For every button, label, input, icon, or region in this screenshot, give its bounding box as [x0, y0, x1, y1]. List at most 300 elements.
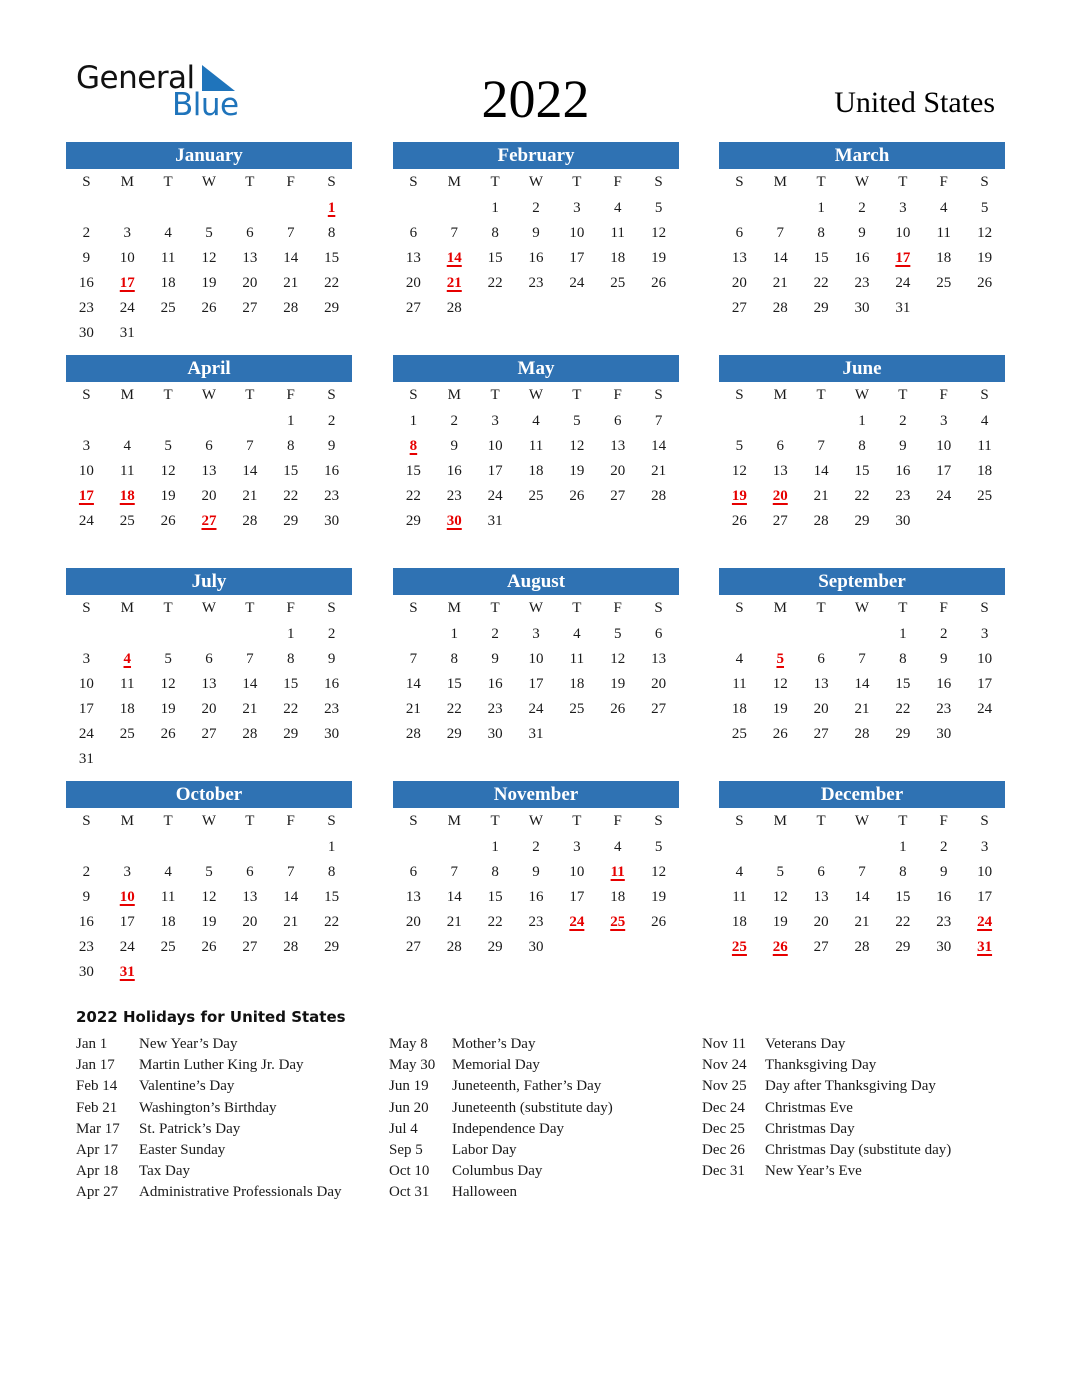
- calendar-date: 2: [939, 839, 948, 855]
- calendar-date: 8: [899, 651, 907, 667]
- calendar-date: 5: [205, 864, 213, 880]
- calendar-date: 16: [854, 250, 870, 266]
- empty-cell: [719, 409, 760, 434]
- calendar-date: 10: [78, 463, 94, 479]
- weekday-label: W: [854, 174, 870, 190]
- empty-cell: [148, 409, 189, 434]
- calendar-date: 27: [731, 300, 747, 316]
- calendar-date: 10: [78, 676, 94, 692]
- holiday-item: [389, 1098, 613, 1119]
- calendar-date: 6: [246, 225, 254, 241]
- calendar-date: 3: [980, 626, 989, 642]
- calendar-date: 5: [776, 864, 785, 880]
- calendar-date: 19: [610, 676, 626, 692]
- calendar-date: 31: [528, 726, 544, 742]
- holiday-date: 31: [977, 939, 993, 955]
- calendar-date: 24: [569, 275, 585, 291]
- holiday-item: [702, 1098, 951, 1119]
- holiday-item: [76, 1140, 341, 1161]
- calendar-date: 6: [205, 651, 213, 667]
- calendar-date: 26: [569, 488, 585, 504]
- calendar-date: 3: [123, 864, 132, 880]
- calendar-date: 4: [980, 413, 989, 429]
- calendar-date: 16: [528, 889, 544, 905]
- calendar-date: 25: [160, 939, 176, 955]
- calendar-year: 2022: [481, 69, 590, 129]
- calendar-date: 6: [776, 438, 785, 454]
- holiday-name: Thanksgiving Day: [765, 1057, 877, 1074]
- holiday-date: 18: [119, 488, 135, 504]
- month-header: February: [393, 142, 679, 169]
- weekday-label: M: [447, 387, 461, 403]
- empty-cell: [801, 622, 842, 647]
- calendar-date: 5: [573, 413, 581, 429]
- calendar-date: 3: [573, 839, 581, 855]
- calendar-date: 15: [446, 676, 462, 692]
- calendar-date: 7: [858, 864, 866, 880]
- logo-text-general: General: [76, 60, 195, 96]
- calendar-date: 9: [858, 225, 866, 241]
- month-june: [719, 355, 1005, 534]
- weekday-label: T: [245, 600, 255, 616]
- empty-cell: [229, 409, 270, 434]
- month-header: August: [393, 568, 679, 595]
- holiday-name: Juneteenth (substitute day): [452, 1099, 613, 1116]
- calendar-date: 3: [82, 651, 91, 667]
- calendar-date: 31: [119, 325, 135, 341]
- month-header: September: [719, 568, 1005, 595]
- empty-cell: [189, 196, 230, 221]
- calendar-date: 7: [246, 438, 254, 454]
- weekday-label: S: [327, 600, 336, 616]
- calendar-date: 19: [651, 250, 667, 266]
- calendar-date: 12: [772, 889, 788, 905]
- weekday-label: S: [654, 387, 663, 403]
- calendar-date: 2: [939, 626, 948, 642]
- empty-cell: [760, 409, 801, 434]
- weekday-label: F: [613, 387, 622, 403]
- calendar-date: 7: [858, 651, 866, 667]
- calendar-date: 23: [446, 488, 462, 504]
- month-day-grid: [719, 808, 1005, 960]
- weekday-label: F: [286, 174, 295, 190]
- calendar-date: 11: [610, 225, 625, 241]
- calendar-date: 7: [450, 864, 459, 880]
- calendar-date: 27: [405, 300, 421, 316]
- calendar-date: 8: [491, 864, 499, 880]
- holiday-list: [76, 1008, 1016, 1201]
- calendar-date: 22: [283, 488, 299, 504]
- weekday-label: S: [980, 174, 989, 190]
- calendar-date: 21: [242, 488, 258, 504]
- empty-cell: [148, 622, 189, 647]
- calendar-date: 15: [854, 463, 870, 479]
- empty-cell: [189, 622, 230, 647]
- calendar-date: 12: [977, 225, 993, 241]
- holiday-item: [702, 1076, 951, 1097]
- calendar-date: 21: [405, 701, 421, 717]
- weekday-label: S: [327, 174, 336, 190]
- weekday-label: F: [613, 174, 622, 190]
- weekday-label: T: [163, 387, 173, 403]
- holiday-date: 4: [123, 651, 132, 667]
- empty-cell: [66, 196, 107, 221]
- weekday-label: F: [939, 813, 948, 829]
- weekday-label: S: [654, 174, 663, 190]
- calendar-date: 7: [409, 651, 418, 667]
- calendar-date: 23: [895, 488, 911, 504]
- calendar-date: 22: [854, 488, 870, 504]
- month-november: [393, 781, 679, 960]
- calendar-date: 17: [78, 701, 94, 717]
- calendar-date: 21: [283, 275, 299, 291]
- calendar-date: 24: [119, 939, 135, 955]
- calendar-date: 18: [936, 250, 952, 266]
- empty-cell: [393, 835, 434, 860]
- calendar-date: 30: [528, 939, 544, 955]
- weekday-label: M: [447, 813, 461, 829]
- weekday-label: S: [735, 600, 744, 616]
- calendar-date: 28: [405, 726, 421, 742]
- calendar-date: 19: [772, 914, 788, 930]
- calendar-date: 8: [286, 438, 295, 454]
- holiday-date: 17: [119, 275, 135, 291]
- calendar-date: 8: [817, 225, 825, 241]
- calendar-date: 2: [491, 626, 499, 642]
- calendar-date: 22: [813, 275, 829, 291]
- calendar-date: 24: [936, 488, 952, 504]
- month-header: May: [393, 355, 679, 382]
- calendar-date: 28: [242, 513, 258, 529]
- holiday-date-label: May 8: [389, 1036, 428, 1052]
- weekday-label: W: [854, 600, 870, 616]
- holiday-date: 31: [119, 964, 135, 980]
- month-december: [719, 781, 1005, 960]
- weekday-label: T: [572, 813, 582, 829]
- weekday-label: T: [898, 813, 908, 829]
- calendar-date: 26: [651, 275, 667, 291]
- calendar-date: 7: [776, 225, 785, 241]
- calendar-date: 20: [651, 676, 667, 692]
- holiday-date-label: Sep 5: [389, 1141, 423, 1158]
- month-day-grid: [719, 169, 1005, 321]
- holiday-name: Tax Day: [139, 1163, 191, 1180]
- calendar-date: 18: [610, 889, 626, 905]
- calendar-date: 27: [201, 726, 217, 742]
- calendar-date: 11: [732, 889, 747, 905]
- calendar-date: 20: [405, 914, 421, 930]
- month-day-grid: [66, 595, 352, 772]
- weekday-label: T: [816, 813, 826, 829]
- calendar-date: 14: [405, 676, 421, 692]
- calendar-date: 8: [286, 651, 295, 667]
- holiday-item: [76, 1098, 341, 1119]
- calendar-date: 22: [895, 701, 911, 717]
- calendar-date: 29: [283, 726, 299, 742]
- calendar-date: 26: [160, 726, 176, 742]
- calendar-date: 10: [569, 225, 585, 241]
- weekday-label: F: [286, 387, 295, 403]
- weekday-label: T: [245, 387, 255, 403]
- month-day-grid: [66, 808, 352, 985]
- calendar-date: 6: [205, 438, 213, 454]
- holiday-column: [389, 1034, 613, 1204]
- calendar-date: 25: [731, 726, 747, 742]
- empty-cell: [66, 622, 107, 647]
- calendar-date: 5: [164, 438, 172, 454]
- holiday-name: Christmas Day (substitute day): [765, 1141, 952, 1158]
- calendar-date: 26: [610, 701, 626, 717]
- calendar-date: 24: [119, 300, 135, 316]
- calendar-date: 24: [78, 513, 94, 529]
- calendar-date: 19: [772, 701, 788, 717]
- calendar-date: 30: [895, 513, 911, 529]
- holiday-date-label: Jan 17: [76, 1057, 115, 1074]
- holiday-date-label: Oct 10: [389, 1163, 430, 1180]
- calendar-date: 25: [119, 726, 135, 742]
- calendar-date: 21: [242, 701, 258, 717]
- month-august: [393, 568, 679, 747]
- weekday-label: S: [327, 813, 336, 829]
- holiday-date-label: Nov 11: [702, 1036, 747, 1052]
- calendar-date: 20: [731, 275, 747, 291]
- empty-cell: [760, 622, 801, 647]
- calendar-date: 23: [528, 914, 544, 930]
- calendar-date: 16: [324, 463, 340, 479]
- calendar-date: 22: [895, 914, 911, 930]
- calendar-date: 9: [491, 651, 499, 667]
- calendar-date: 23: [936, 914, 952, 930]
- calendar-date: 21: [813, 488, 829, 504]
- calendar-date: 7: [286, 864, 295, 880]
- calendar-date: 2: [858, 200, 866, 216]
- calendar-date: 7: [246, 651, 254, 667]
- calendar-date: 25: [936, 275, 952, 291]
- holiday-name: Administrative Professionals Day: [139, 1184, 342, 1201]
- calendar-date: 26: [731, 513, 747, 529]
- calendar-date: 13: [772, 463, 788, 479]
- holiday-date-label: Nov 25: [702, 1078, 747, 1095]
- weekday-label: S: [82, 174, 91, 190]
- calendar-date: 11: [936, 225, 951, 241]
- holiday-item: [389, 1076, 613, 1097]
- holiday-date: 24: [569, 914, 585, 930]
- holiday-item: [702, 1119, 951, 1140]
- holiday-date: 14: [446, 250, 462, 266]
- calendar-date: 17: [977, 676, 993, 692]
- weekday-label: S: [980, 813, 989, 829]
- empty-cell: [434, 835, 475, 860]
- calendar-date: 24: [528, 701, 544, 717]
- calendar-date: 31: [78, 751, 94, 767]
- calendar-date: 20: [242, 914, 258, 930]
- holiday-item: [76, 1055, 341, 1076]
- weekday-label: T: [245, 813, 255, 829]
- holiday-name: Martin Luther King Jr. Day: [139, 1057, 304, 1074]
- holiday-date: 27: [201, 513, 217, 529]
- calendar-date: 28: [854, 939, 870, 955]
- holiday-date: 10: [119, 889, 135, 905]
- calendar-date: 14: [772, 250, 788, 266]
- holiday-date-label: Feb 14: [76, 1078, 118, 1095]
- calendar-date: 22: [487, 914, 503, 930]
- empty-cell: [107, 622, 148, 647]
- calendar-date: 30: [936, 939, 952, 955]
- month-march: [719, 142, 1005, 321]
- calendar-date: 4: [164, 225, 172, 241]
- calendar-date: 10: [528, 651, 544, 667]
- weekday-label: F: [939, 600, 948, 616]
- month-header: October: [66, 781, 352, 808]
- weekday-label: S: [735, 813, 744, 829]
- empty-cell: [270, 196, 311, 221]
- calendar-date: 7: [654, 413, 663, 429]
- month-february: [393, 142, 679, 321]
- calendar-date: 3: [123, 225, 132, 241]
- month-day-grid: [719, 595, 1005, 747]
- calendar-date: 6: [817, 864, 825, 880]
- weekday-label: W: [528, 387, 544, 403]
- calendar-date: 24: [977, 701, 993, 717]
- month-header: November: [393, 781, 679, 808]
- holiday-date: 1: [327, 200, 336, 216]
- calendar-date: 26: [201, 300, 217, 316]
- holiday-item: [389, 1119, 613, 1140]
- calendar-date: 27: [651, 701, 667, 717]
- calendar-date: 10: [119, 250, 135, 266]
- calendar-date: 6: [246, 864, 254, 880]
- calendar-date: 13: [242, 889, 258, 905]
- calendar-date: 13: [813, 889, 829, 905]
- calendar-date: 22: [405, 488, 421, 504]
- weekday-label: W: [201, 174, 217, 190]
- calendar-date: 30: [936, 726, 952, 742]
- weekday-label: S: [409, 174, 418, 190]
- empty-cell: [760, 835, 801, 860]
- weekday-label: S: [654, 600, 663, 616]
- calendar-date: 14: [854, 889, 870, 905]
- calendar-date: 8: [858, 438, 866, 454]
- calendar-date: 19: [569, 463, 585, 479]
- holiday-date-label: Mar 17: [76, 1120, 120, 1137]
- holiday-item: [702, 1034, 951, 1055]
- month-day-grid: [393, 382, 679, 534]
- calendar-date: 8: [327, 864, 336, 880]
- calendar-date: 17: [936, 463, 952, 479]
- weekday-label: T: [816, 174, 826, 190]
- calendar-date: 4: [532, 413, 540, 429]
- holiday-item: [76, 1182, 341, 1203]
- weekday-label: F: [613, 600, 622, 616]
- calendar-date: 29: [324, 300, 340, 316]
- calendar-date: 1: [491, 200, 499, 216]
- calendar-date: 29: [487, 939, 503, 955]
- calendar-date: 9: [450, 438, 459, 454]
- calendar-date: 28: [283, 939, 299, 955]
- calendar-date: 7: [286, 225, 295, 241]
- month-january: [66, 142, 352, 346]
- calendar-date: 23: [487, 701, 503, 717]
- weekday-label: W: [528, 813, 544, 829]
- calendar-date: 19: [160, 488, 176, 504]
- calendar-date: 3: [939, 413, 948, 429]
- calendar-date: 8: [327, 225, 336, 241]
- empty-cell: [189, 409, 230, 434]
- month-may: [393, 355, 679, 534]
- calendar-date: 4: [613, 839, 622, 855]
- calendar-date: 13: [201, 676, 217, 692]
- weekday-label: T: [572, 600, 582, 616]
- calendar-date: 15: [324, 889, 340, 905]
- month-day-grid: [393, 808, 679, 960]
- calendar-date: 12: [610, 651, 626, 667]
- empty-cell: [107, 196, 148, 221]
- calendar-date: 27: [242, 300, 258, 316]
- calendar-date: 3: [532, 626, 540, 642]
- holiday-item: [76, 1034, 341, 1055]
- calendar-date: 7: [450, 225, 459, 241]
- weekday-label: T: [816, 600, 826, 616]
- calendar-date: 19: [160, 701, 176, 717]
- calendar-date: 25: [610, 275, 626, 291]
- calendar-date: 4: [573, 626, 581, 642]
- holiday-name: Valentine’s Day: [139, 1078, 235, 1095]
- calendar-date: 5: [205, 225, 213, 241]
- calendar-date: 29: [446, 726, 462, 742]
- calendar-date: 8: [491, 225, 499, 241]
- month-day-grid: [393, 595, 679, 747]
- weekday-label: T: [490, 600, 500, 616]
- calendar-date: 20: [813, 914, 829, 930]
- calendar-date: 11: [160, 250, 176, 266]
- holiday-name: Mother’s Day: [452, 1036, 536, 1052]
- empty-cell: [189, 835, 230, 860]
- calendar-date: 13: [405, 250, 421, 266]
- calendar-date: 27: [772, 513, 788, 529]
- weekday-label: M: [773, 174, 787, 190]
- calendar-date: 20: [405, 275, 421, 291]
- holiday-date: 25: [610, 914, 626, 930]
- weekday-label: M: [773, 813, 787, 829]
- calendar-date: 29: [813, 300, 829, 316]
- calendar-date: 22: [324, 275, 340, 291]
- holiday-date: 5: [776, 651, 785, 667]
- calendar-date: 25: [569, 701, 585, 717]
- weekday-label: T: [245, 174, 255, 190]
- weekday-label: T: [490, 813, 500, 829]
- weekday-label: M: [120, 600, 134, 616]
- weekday-label: W: [201, 387, 217, 403]
- calendar-date: 23: [78, 939, 94, 955]
- calendar-date: 28: [813, 513, 829, 529]
- weekday-label: W: [528, 600, 544, 616]
- calendar-date: 18: [569, 676, 585, 692]
- calendar-date: 4: [123, 438, 132, 454]
- calendar-date: 11: [120, 463, 135, 479]
- calendar-date: 2: [450, 413, 459, 429]
- holiday-date: 17: [895, 250, 911, 266]
- weekday-label: T: [163, 600, 173, 616]
- calendar-date: 28: [283, 300, 299, 316]
- calendar-date: 23: [324, 488, 340, 504]
- calendar-date: 12: [201, 889, 217, 905]
- calendar-date: 3: [980, 839, 989, 855]
- calendar-date: 16: [446, 463, 462, 479]
- calendar-date: 2: [82, 225, 91, 241]
- calendar-date: 11: [528, 438, 544, 454]
- calendar-date: 15: [895, 676, 911, 692]
- calendar-date: 17: [528, 676, 544, 692]
